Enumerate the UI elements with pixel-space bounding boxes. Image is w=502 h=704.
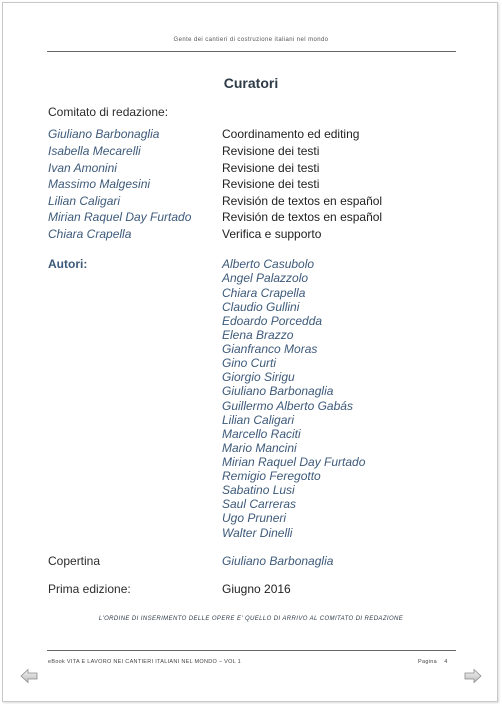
author-name: Mario Mancini — [222, 441, 297, 455]
author-name: Claudio Gullini — [222, 300, 300, 314]
author-name: Chiara Crapella — [222, 286, 306, 300]
member-role: Verifica e supporto — [222, 227, 322, 241]
member-role: Revisione dei testi — [222, 144, 320, 158]
page-label: Pagina — [418, 659, 437, 665]
author-name: Saul Carreras — [222, 497, 297, 511]
page-number: 4 — [444, 659, 448, 665]
member-name: Isabella Mecarelli — [48, 144, 141, 158]
next-page-button[interactable] — [464, 668, 482, 684]
author-name: Alberto Casubolo — [222, 257, 315, 271]
member-name: Lilian Caligari — [48, 194, 121, 208]
footer-book-title: eBook VITA E LAVORO NEI CANTIERI ITALIANI NEL MONDO – VOL 1 — [48, 659, 242, 665]
page-title: Curatori — [223, 75, 279, 91]
author-name: Angel Palazzolo — [222, 271, 309, 285]
arrow-right-icon — [464, 668, 482, 684]
member-name: Massimo Malgesini — [48, 177, 151, 191]
prev-page-button[interactable] — [20, 668, 38, 684]
authors-label: Autori: — [48, 257, 88, 271]
footer-page-indicator — [418, 659, 448, 665]
member-role: Revisión de textos en español — [222, 210, 383, 224]
footer-divider — [47, 650, 456, 651]
author-name: Remigio Feregotto — [222, 469, 321, 483]
member-role: Revisión de textos en español — [222, 194, 383, 208]
member-role: Revisione dei testi — [222, 161, 320, 175]
author-name: Walter Dinelli — [222, 526, 293, 540]
author-name: Guillermo Alberto Gabás — [222, 399, 353, 413]
author-name: Gianfranco Moras — [222, 342, 318, 356]
author-name: Giuliano Barbonaglia — [222, 384, 334, 398]
author-name: Elena Brazzo — [222, 328, 294, 342]
author-name: Sabatino Lusi — [222, 483, 295, 497]
running-header: Gente dei cantieri di costruzione italiani nel mondo — [173, 37, 329, 43]
member-role: Revisione dei testi — [222, 177, 320, 191]
edition-value: Giugno 2016 — [222, 582, 291, 596]
author-name: Lilian Caligari — [222, 413, 295, 427]
member-name: Mirian Raquel Day Furtado — [48, 210, 192, 224]
author-name: Giorgio Sirigu — [222, 370, 295, 384]
edition-label: Prima edizione: — [48, 582, 131, 596]
member-name: Ivan Amonini — [48, 161, 117, 175]
member-name: Chiara Crapella — [48, 227, 132, 241]
cover-value: Giuliano Barbonaglia — [222, 554, 334, 568]
member-role: Coordinamento ed editing — [222, 127, 360, 141]
author-name: Edoardo Porcedda — [222, 314, 323, 328]
author-name: Marcello Raciti — [222, 427, 301, 441]
member-name: Giuliano Barbonaglia — [48, 127, 160, 141]
arrow-left-icon — [20, 668, 38, 684]
author-name: Ugo Pruneri — [222, 511, 287, 525]
order-note: L'ORDINE DI INSERIMENTO DELLE OPERE E' QUELLO DI ARRIVO AL COMITATO DI REDAZIONE — [98, 616, 404, 622]
header-divider — [47, 51, 456, 52]
cover-label: Copertina — [48, 554, 101, 568]
editorial-committee-label: Comitato di redazione: — [48, 105, 169, 119]
author-name: Mirian Raquel Day Furtado — [222, 455, 366, 469]
author-name: Gino Curti — [222, 356, 277, 370]
